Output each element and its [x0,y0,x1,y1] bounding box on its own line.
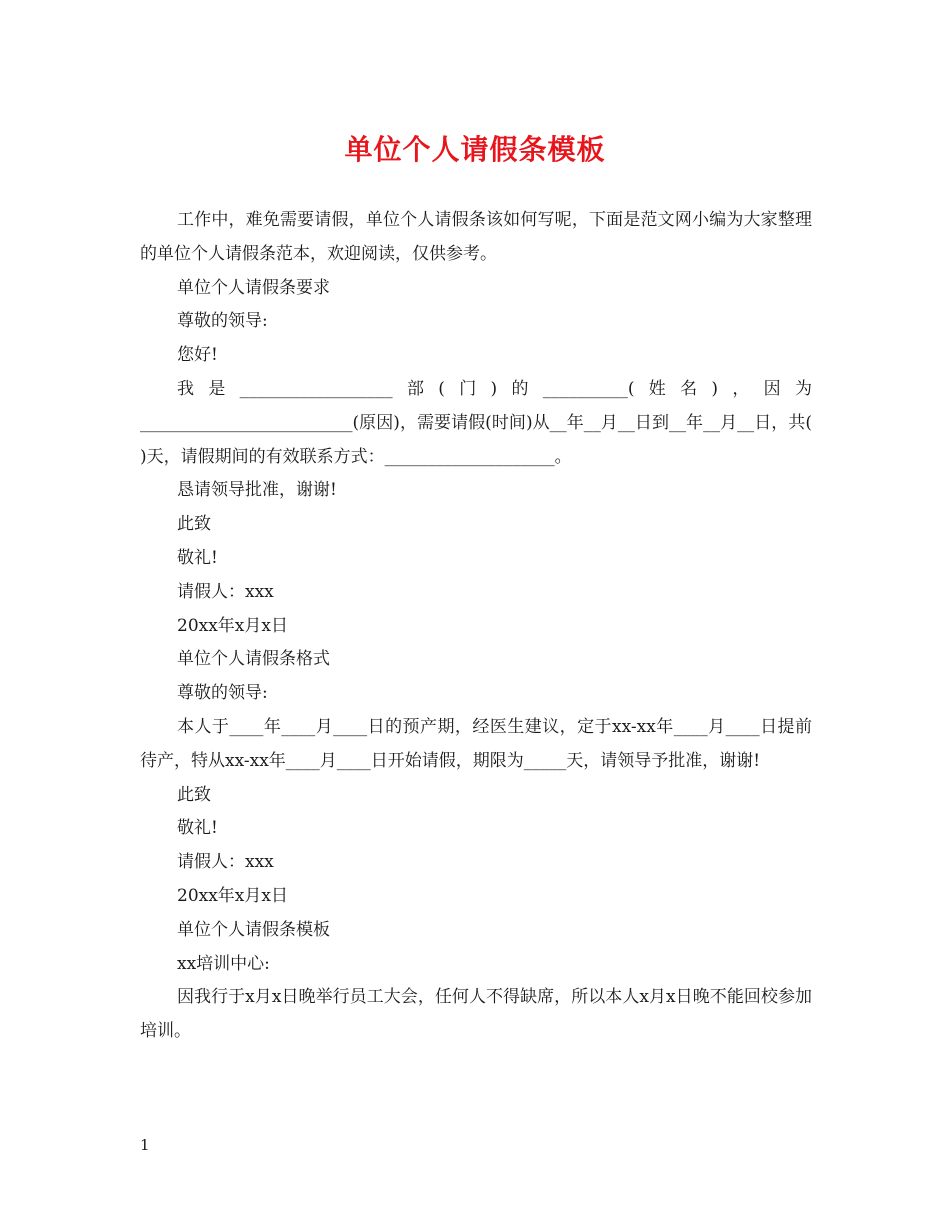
section-heading-requirements: 单位个人请假条要求 [177,277,330,298]
signer-line: 请假人：xxx [177,852,274,873]
salutation: 尊敬的领导: [177,683,268,704]
date-line: 20xx年x月x日 [177,885,288,906]
section-heading-template: 单位个人请假条模板 [177,919,330,940]
meeting-leave-paragraph: 因我行于x月x日晚举行员工大会，任何人不得缺席，所以本人x月x日晚不能回校参加培训。 [140,987,812,1042]
closing-salute: 敬礼! [177,818,218,839]
page-number: 1 [140,1136,150,1154]
signer-line: 请假人：xxx [177,581,274,602]
leave-request-paragraph: 我是__________________部(门)的__________(姓名)，因为_________________________(原因)，需要请假(时间)从__年__月__日到__年__月__日，共( )天，请假期间的有效联系方式：____________________。 [140,378,812,467]
approval-request: 恳请领导批准，谢谢! [177,480,337,501]
closing-line: 此致 [177,784,211,805]
intro-paragraph: 工作中，难免需要请假，单位个人请假条该如何写呢，下面是范文网小编为大家整理的单位个人请假条范本，欢迎阅读，仅供参考。 [140,210,812,264]
closing-salute: 敬礼! [177,547,218,568]
section-heading-format: 单位个人请假条格式 [177,649,330,670]
date-line: 20xx年x月x日 [177,615,288,636]
greeting: 您好! [177,345,218,366]
maternity-leave-paragraph: 本人于____年____月____日的预产期，经医生建议，定于xx-xx年____月____日提前待产，特从xx-xx年____月____日开始请假，期限为_____天，请领导予批准，谢谢! [140,716,812,771]
document-title: 单位个人请假条模板 [344,133,606,166]
closing-line: 此致 [177,514,211,535]
recipient-line: xx培训中心: [177,953,270,974]
document-body [140,204,812,1049]
salutation: 尊敬的领导: [177,311,268,332]
